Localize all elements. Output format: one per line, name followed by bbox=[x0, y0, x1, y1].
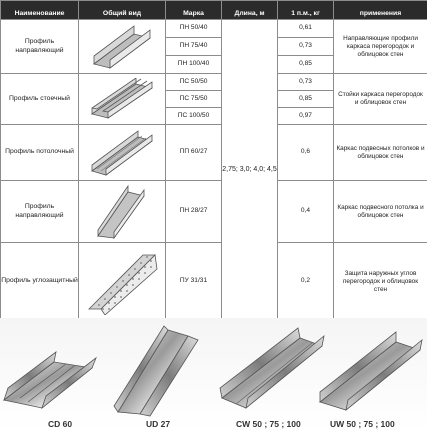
header-name: Наименование bbox=[1, 1, 79, 20]
profile-weight: 0,85 bbox=[278, 91, 334, 108]
photo-caption: CW 50 ; 75 ; 100 bbox=[236, 419, 301, 429]
profile-length: 2,75; 3,0; 4,0; 4,5 bbox=[222, 20, 278, 321]
profile-mark: ПН 75/40 bbox=[166, 38, 222, 56]
table-row bbox=[1, 125, 427, 139]
profile-view bbox=[79, 181, 166, 243]
table-row bbox=[1, 181, 427, 195]
profile-weight: 0,73 bbox=[278, 38, 334, 56]
perforated-corner-profile-icon bbox=[83, 249, 161, 315]
profile-name: Профиль потолочный bbox=[1, 125, 79, 181]
header-mark: Марка bbox=[166, 1, 222, 20]
profile-mark: ПН 100/40 bbox=[166, 56, 222, 74]
profile-view bbox=[79, 125, 166, 181]
profile-mark: ПП 60/27 bbox=[166, 125, 222, 181]
photo-caption: CD 60 bbox=[48, 419, 73, 429]
profile-usage: Каркас подвесного потолка и облицовок стен bbox=[334, 181, 427, 243]
profile-name: Профиль стоечный bbox=[1, 74, 79, 125]
cw-profile-image bbox=[220, 328, 324, 408]
profile-usage: Стойки каркаса перегородок и облицовок стен bbox=[334, 74, 427, 125]
profile-weight: 0,97 bbox=[278, 108, 334, 125]
profile-weight: 0,61 bbox=[278, 20, 334, 38]
profile-view bbox=[79, 74, 166, 125]
profile-mark: ПС 75/50 bbox=[166, 91, 222, 108]
header-view: Общий вид bbox=[79, 1, 166, 20]
header-length: Длина, м bbox=[222, 1, 278, 20]
profile-weight: 0,73 bbox=[278, 74, 334, 91]
profile-weight: 0,6 bbox=[278, 125, 334, 181]
u-channel-profile-icon bbox=[88, 24, 156, 70]
uw-profile-image bbox=[320, 332, 422, 410]
profile-usage: Каркас подвесных потолков и облицовок стен bbox=[334, 125, 427, 181]
cd-profile-image bbox=[4, 352, 96, 408]
guide-profile-icon bbox=[88, 184, 156, 240]
profile-name: Профиль направляющий bbox=[1, 181, 79, 243]
table-row bbox=[1, 74, 427, 91]
profile-mark: ПН 50/40 bbox=[166, 20, 222, 38]
c-stud-profile-icon bbox=[88, 78, 156, 120]
profile-mark: ПС 50/50 bbox=[166, 74, 222, 91]
profile-usage: Защита наружных углов перегородок и облицовок стен bbox=[334, 243, 427, 321]
profile-name: Профиль направляющий bbox=[1, 20, 79, 74]
ceiling-profile-icon bbox=[88, 129, 156, 177]
profile-weight: 0,85 bbox=[278, 56, 334, 74]
photo-caption: UW 50 ; 75 ; 100 bbox=[330, 419, 395, 429]
profile-mark: ПН 28/27 bbox=[166, 181, 222, 243]
table-row bbox=[1, 20, 427, 38]
header-usage: применения bbox=[334, 1, 427, 20]
profile-view bbox=[79, 20, 166, 74]
profile-view bbox=[79, 243, 166, 321]
metal-profiles-photo bbox=[0, 318, 427, 418]
profile-mark: ПУ 31/31 bbox=[166, 243, 222, 321]
profile-photo-strip bbox=[0, 318, 427, 430]
photo-caption: UD 27 bbox=[146, 419, 171, 429]
profile-usage: Направляющие профили каркаса перегородок и облицовок стен bbox=[334, 20, 427, 74]
ud-profile-image bbox=[114, 326, 198, 416]
profile-weight: 0,4 bbox=[278, 181, 334, 243]
table-header-row bbox=[1, 1, 427, 20]
table-row bbox=[1, 243, 427, 263]
header-weight: 1 п.м., кг bbox=[278, 1, 334, 20]
profile-weight: 0,2 bbox=[278, 243, 334, 321]
profile-mark: ПС 100/50 bbox=[166, 108, 222, 125]
profile-name: Профиль углозащитный bbox=[1, 243, 79, 321]
